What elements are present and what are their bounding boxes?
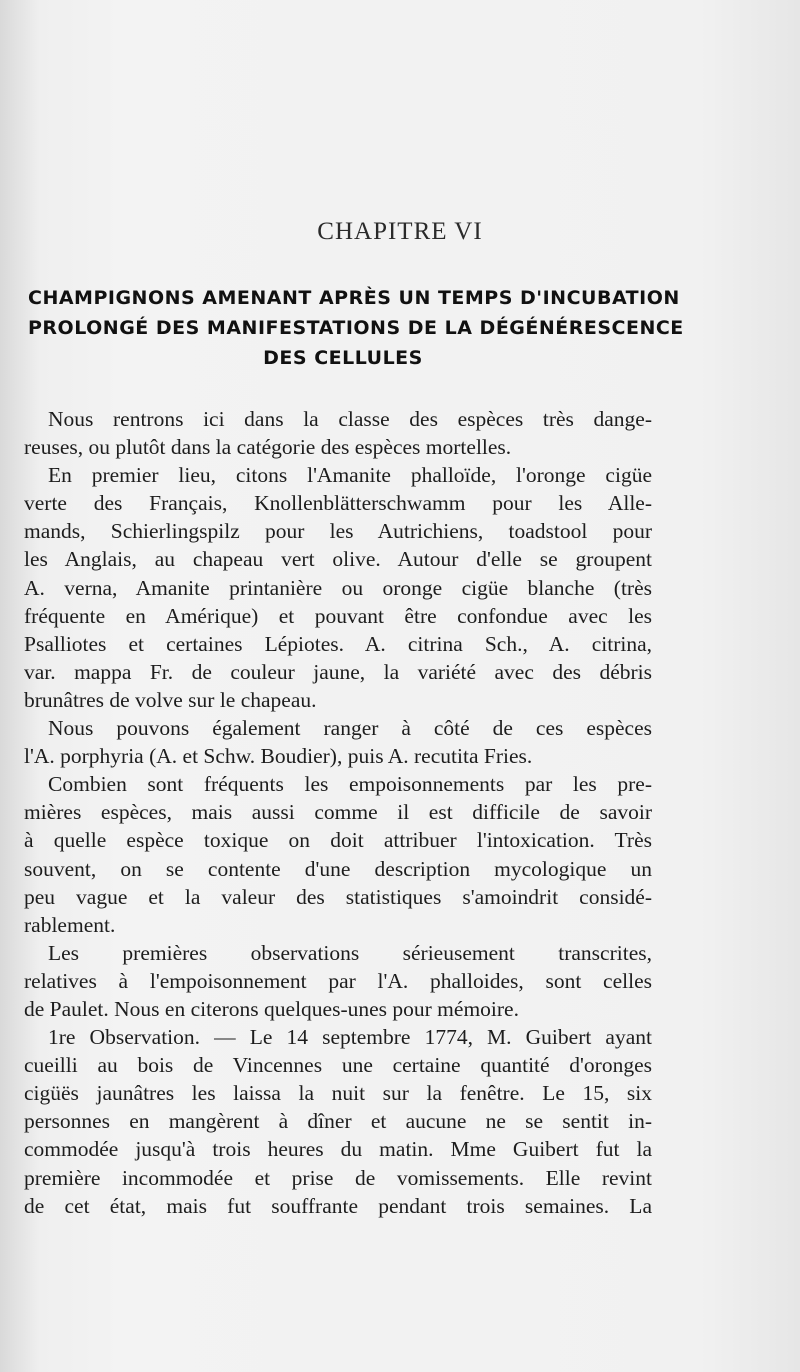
text-line: cueilli au bois de Vincennes une certaine quantité d'oronges bbox=[24, 1053, 652, 1078]
text-line: mands, Schierlingspilz pour les Autrichiens, toadstool pour bbox=[24, 519, 652, 544]
text-line: commodée jusqu'à trois heures du matin. Mme Guibert fut la bbox=[24, 1137, 652, 1162]
text-line: l'A. porphyria (A. et Schw. Boudier), puis A. recutita Fries. bbox=[24, 744, 533, 769]
text-line: de Paulet. Nous en citerons quelques-unes pour mémoire. bbox=[24, 996, 519, 1021]
chapter-heading-line-2: PROLONGÉ DES MANIFESTATIONS DE LA DÉGÉNÉRESCENCE bbox=[28, 317, 684, 339]
text-line: reuses, ou plutôt dans la catégorie des espèces mortelles. bbox=[24, 435, 512, 460]
text-line: var. mappa Fr. de couleur jaune, la variété avec des débris bbox=[24, 659, 652, 684]
chapter-heading-line-3: DES CELLULES bbox=[263, 347, 423, 369]
text-line: Nous pouvons également ranger à côté de ces espèces bbox=[48, 716, 652, 741]
text-line: Les premières observations sérieusement transcrites, bbox=[48, 940, 652, 965]
text-line: fréquente en Amérique) et pouvant être confondue avec les bbox=[24, 603, 652, 628]
text-line: à quelle espèce toxique on doit attribuer l'intoxication. Très bbox=[24, 828, 652, 853]
text-line: cigüës jaunâtres les laissa la nuit sur la fenêtre. Le 15, six bbox=[24, 1081, 652, 1106]
text-line: 1re Observation. — Le 14 septembre 1774, M. Guibert ayant bbox=[48, 1025, 652, 1050]
text-line: souvent, on se contente d'une description mycologique un bbox=[24, 856, 652, 881]
text-line: relatives à l'empoisonnement par l'A. phalloides, sont celles bbox=[24, 968, 652, 993]
text-line: personnes en mangèrent à dîner et aucune ne se sentit in- bbox=[24, 1109, 652, 1134]
text-line: Nous rentrons ici dans la classe des espèces très dange- bbox=[48, 407, 652, 431]
text-line: brunâtres de volve sur le chapeau. bbox=[24, 687, 317, 712]
body-text bbox=[24, 405, 652, 1220]
text-line: Combien sont fréquents les empoisonnements par les pre- bbox=[48, 772, 652, 797]
text-line: peu vague et la valeur des statistiques s'amoindrit considé- bbox=[24, 884, 652, 909]
chapter-title: CHAPITRE VI bbox=[317, 218, 483, 245]
text-line: mières espèces, mais aussi comme il est difficile de savoir bbox=[24, 800, 652, 825]
text-line: première incommodée et prise de vomissements. Elle revint bbox=[24, 1165, 652, 1190]
text-line: Psalliotes et certaines Lépiotes. A. citrina Sch., A. citrina, bbox=[24, 631, 652, 656]
text-line: de cet état, mais fut souffrante pendant trois semaines. La bbox=[24, 1193, 652, 1218]
text-line: verte des Français, Knollenblätterschwamm pour les Alle- bbox=[24, 491, 652, 516]
text-line: les Anglais, au chapeau vert olive. Autour d'elle se groupent bbox=[24, 547, 652, 572]
text-line: rablement. bbox=[24, 912, 116, 937]
chapter-heading-line-1: CHAMPIGNONS AMENANT APRÈS UN TEMPS D'INCUBATION bbox=[28, 287, 680, 309]
text-line: En premier lieu, citons l'Amanite phalloïde, l'oronge cigüe bbox=[48, 463, 652, 488]
text-line: A. verna, Amanite printanière ou oronge cigüe blanche (très bbox=[24, 575, 652, 600]
